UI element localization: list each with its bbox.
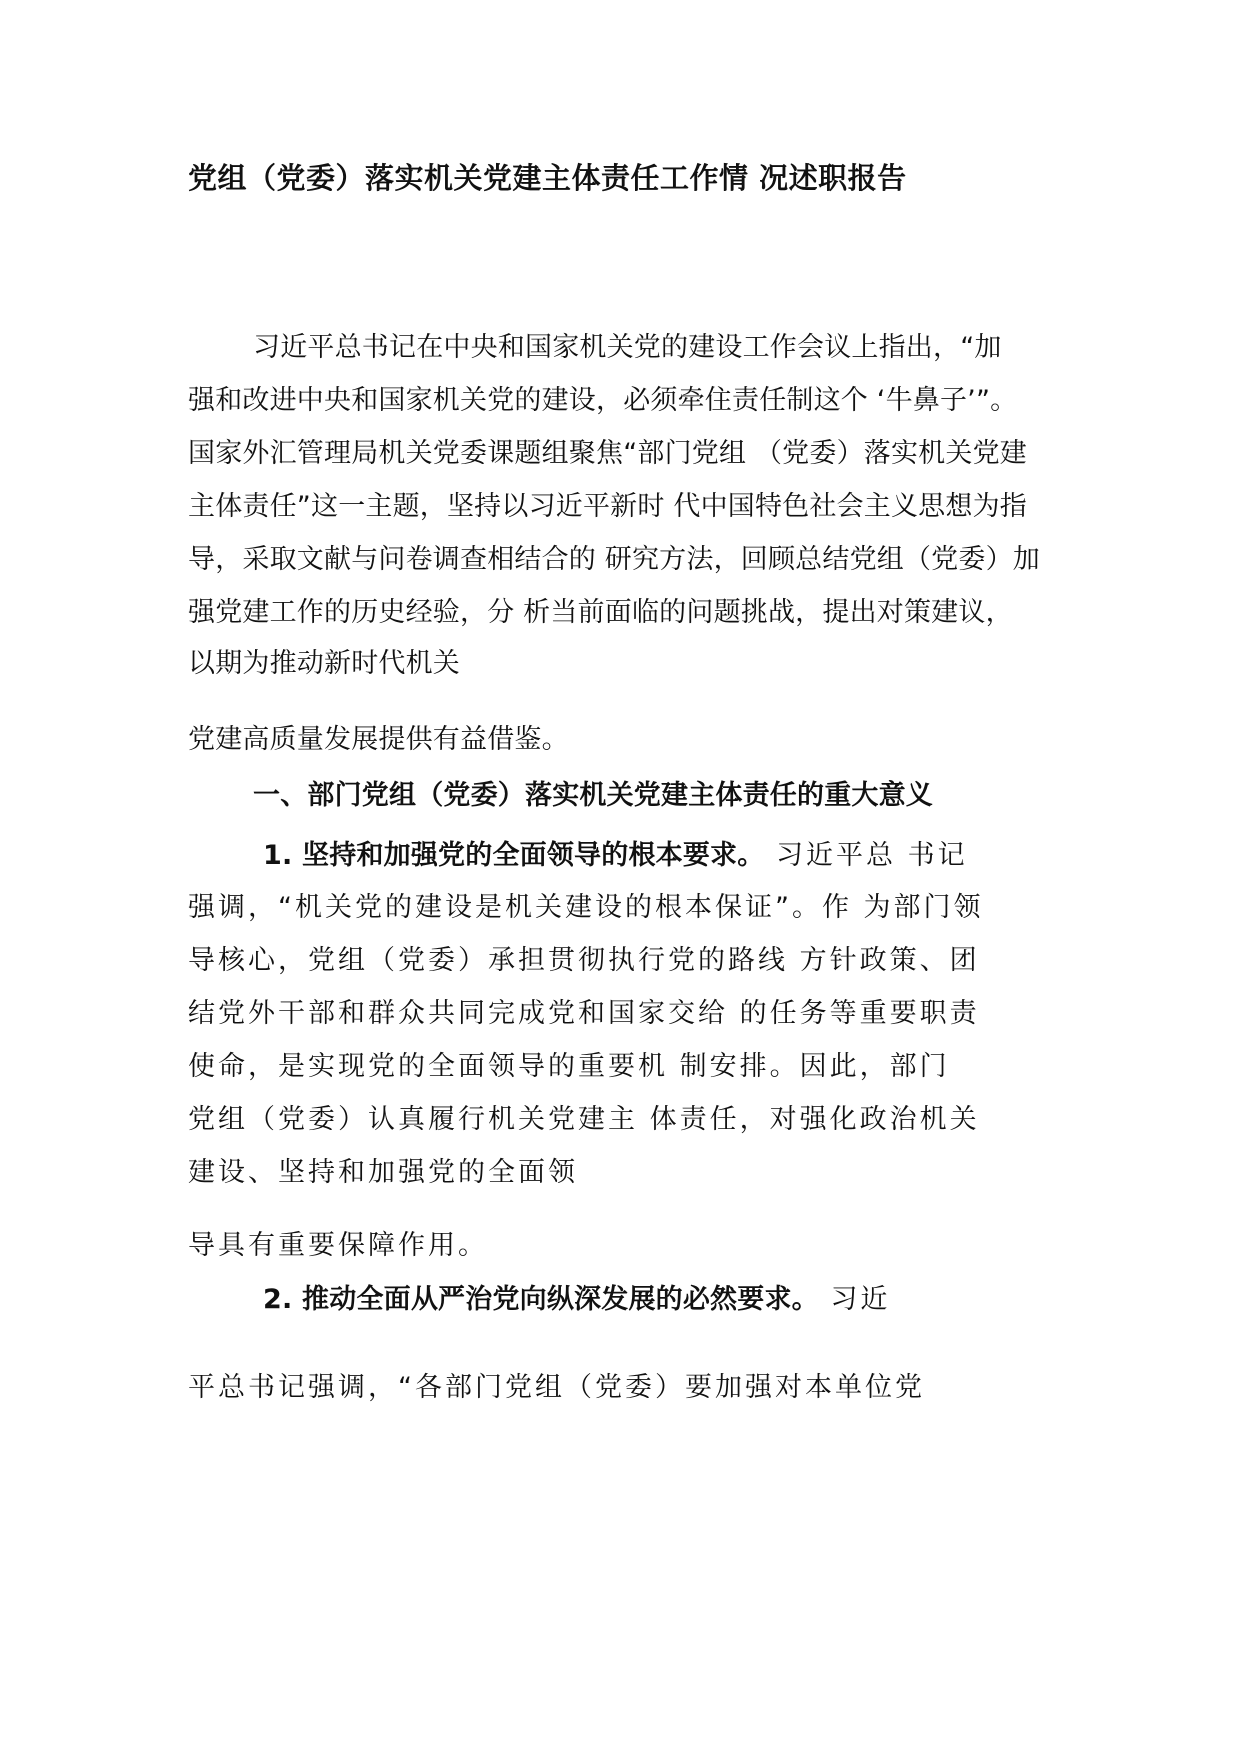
item-2-rest: 习近 bbox=[818, 1284, 891, 1315]
item-1-line-4: 结党外干部和群众共同完成党和国家交给 的任务等重要职责 bbox=[188, 998, 980, 1029]
item-1-line-2: 强调，“机关党的建设是机关建设的根本保证”。作 为部门领 bbox=[188, 892, 984, 923]
item-2-first-line bbox=[263, 1282, 890, 1318]
intro-line-3: 国家外汇管理局机关党委课题组聚焦“部门党组 （党委）落实机关党建 bbox=[188, 438, 1027, 469]
item-1-lead: 1. 坚持和加强党的全面领导的根本要求。 bbox=[263, 840, 765, 871]
item-1-rest: 习近平总 书记 bbox=[764, 840, 968, 871]
intro-line-7: 以期为推动新时代机关 bbox=[188, 648, 460, 679]
item-1-line-3: 导核心，党组（党委）承担贯彻执行党的路线 方针政策、团 bbox=[188, 945, 980, 976]
item-2-lead: 2. 推动全面从严治党向纵深发展的必然要求。 bbox=[263, 1284, 819, 1315]
section-1-heading: 一、部门党组（党委）落实机关党建主体责任的重大意义 bbox=[253, 780, 933, 811]
intro-line-6: 强党建工作的历史经验，分 析当前面临的问题挑战，提出对策建议， bbox=[188, 597, 1013, 628]
item-2-line-2: 平总书记强调，“各部门党组（党委）要加强对本单位党 bbox=[188, 1372, 925, 1403]
document-title: 党组（党委）落实机关党建主体责任工作情 况述职报告 bbox=[188, 161, 907, 195]
intro-tail: 党建高质量发展提供有益借鉴。 bbox=[188, 724, 569, 755]
intro-line-1: 习近平总书记在中央和国家机关党的建设工作会议上指出，“加 bbox=[253, 332, 1002, 363]
item-1-line-7: 建设、坚持和加强党的全面领 bbox=[188, 1157, 578, 1188]
item-1-line-6: 党组（党委）认真履行机关党建主 体责任，对强化政治机关 bbox=[188, 1104, 980, 1135]
item-1-tail: 导具有重要保障作用。 bbox=[188, 1230, 488, 1261]
item-1-first-line bbox=[263, 838, 968, 874]
intro-line-2: 强和改进中央和国家机关党的建设，必须牵住责任制这个 ‘牛鼻子’”。 bbox=[188, 385, 1018, 416]
item-1-line-5: 使命，是实现党的全面领导的重要机 制安排。因此，部门 bbox=[188, 1051, 950, 1082]
intro-line-4: 主体责任”这一主题，坚持以习近平新时 代中国特色社会主义思想为指 bbox=[188, 491, 1027, 522]
intro-line-5: 导，采取文献与问卷调查相结合的 研究方法，回顾总结党组（党委）加 bbox=[188, 544, 1040, 575]
